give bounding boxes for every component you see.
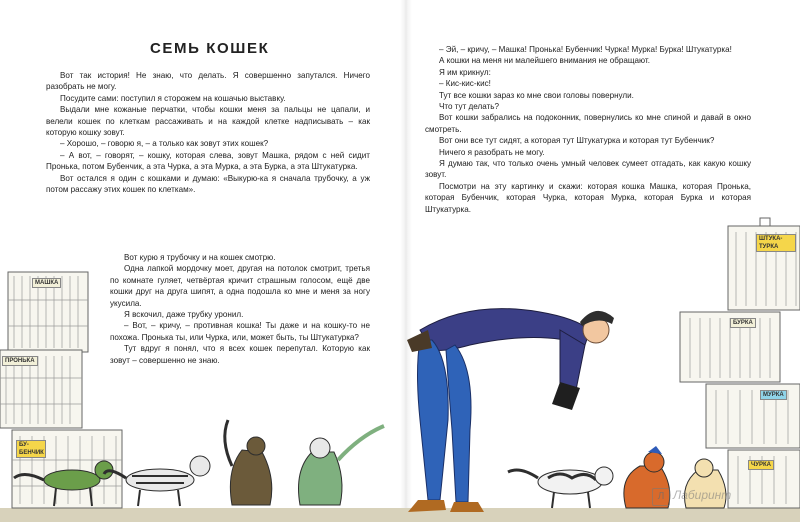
cage-label-burka: БУРКА	[730, 318, 756, 328]
paragraph: Вот остался я один с кошками и думаю: «Выкурю-ка я сначала трубочку, а уж потом рассажу этих кошек по клеткам».	[46, 173, 370, 195]
cage-label-murka: МУРКА	[760, 390, 787, 400]
shoe-icon	[408, 500, 446, 512]
paragraph: Вот курю я трубочку и на кошек смотрю.	[124, 253, 276, 262]
man-leg	[418, 340, 449, 500]
paragraph: – Кис-кис-кис!	[439, 79, 491, 89]
man-leg	[446, 345, 471, 502]
paragraph: Тут все кошки зараз ко мне свои головы повернули.	[439, 90, 634, 100]
cage-label-shtukaturka: ШТУКА-ТУРКА	[756, 234, 796, 252]
page-title: СЕМЬ КОШЕК	[150, 40, 270, 57]
paragraph: Посмотри на эту картинку и скажи: которая кошка Машка, которая Пронька, которая Бубенчик, которая Чурка, которая Мурка, которая Бурка и которая Штукатурка.	[425, 181, 751, 214]
paragraph: Я им крикнул:	[439, 67, 491, 77]
floor	[0, 508, 800, 522]
paragraph: – Вот, – кричу, – противная кошка! Ты даже и на кошку-то не похожа. Пронька ты, или Чурка, или, может быть, ты Штукатурка?	[110, 321, 370, 342]
watermark-logo-icon: Л	[652, 488, 670, 506]
paragraph: А кошки на меня ни малейшего внимания не обращают.	[439, 56, 650, 66]
cage-label-pronka: ПРОНЬКА	[2, 356, 38, 366]
paragraph: Посудите сами: поступил я сторожем на кошачью выставку.	[60, 93, 286, 103]
paragraph: Ничего я разобрать не могу.	[439, 147, 545, 157]
paragraph: Вот они все тут сидят, а которая тут Штукатурка и которая тут Бубенчик?	[439, 136, 715, 146]
cage	[728, 450, 800, 508]
watermark-text: Лабиринт	[673, 488, 732, 502]
cat-4	[299, 426, 385, 505]
paragraph: Что тут делать?	[439, 102, 499, 112]
cage-label-bubenchik: БУ-БЕНЧИК	[16, 440, 46, 458]
paragraph: Тут вдруг я понял, что я всех кошек перепутал. Которую как зовут – совершенно не знаю.	[110, 344, 370, 365]
cage-handle	[760, 218, 770, 226]
cage-label-churka: ЧУРКА	[748, 460, 774, 470]
paragraph: Выдали мне кожаные перчатки, чтобы кошки меня за пальцы не цапали, и велели кошек по клеткам рассаживать и на каждой клетке надписывать – как которую кошку зовут.	[46, 105, 370, 138]
paragraph: – Хорошо, – говорю я, – а только как зовут этих кошек?	[60, 139, 269, 149]
paragraph: Одна лапкой мордочку моет, другая на потолок смотрит, третья по комнате гуляет, четвёртая кричит страшным голосом, ещё две кошки друг на друга шипят, а одна подошла ко мне и меня за ногу укусила.	[110, 264, 370, 308]
cage-label-mashka: МАШКА	[32, 278, 61, 288]
cat-5	[508, 467, 613, 508]
hand-with-pipe	[407, 330, 432, 352]
paragraph: – А вот, – говорят, – кошку, которая слева, зовут Машка, рядом с ней сидит Пронька, потом Бубенчик, а эта Чурка, а эта Мурка, а эта Бурка, а эта Штукатурка.	[46, 150, 370, 172]
shoe-icon	[450, 502, 484, 512]
paragraph: Я думаю так, что только очень умный человек сумеет отгадать, как какую кошку зовут.	[425, 159, 751, 180]
paragraph: – Эй, – кричу, – Машка! Пронька! Бубенчик! Чурка! Мурка! Бурка! Штукатурка!	[439, 45, 732, 54]
paragraph: Вот так история! Не знаю, что делать. Я совершенно запутался. Ничего разобрать не могу.	[46, 71, 370, 92]
paragraph: Вот кошки забрались на подоконник, повернулись ко мне спиной и давай в окно смотреть.	[425, 113, 751, 134]
cat-3	[225, 420, 272, 505]
paragraph: Я вскочил, даже трубку уронил.	[124, 310, 244, 320]
